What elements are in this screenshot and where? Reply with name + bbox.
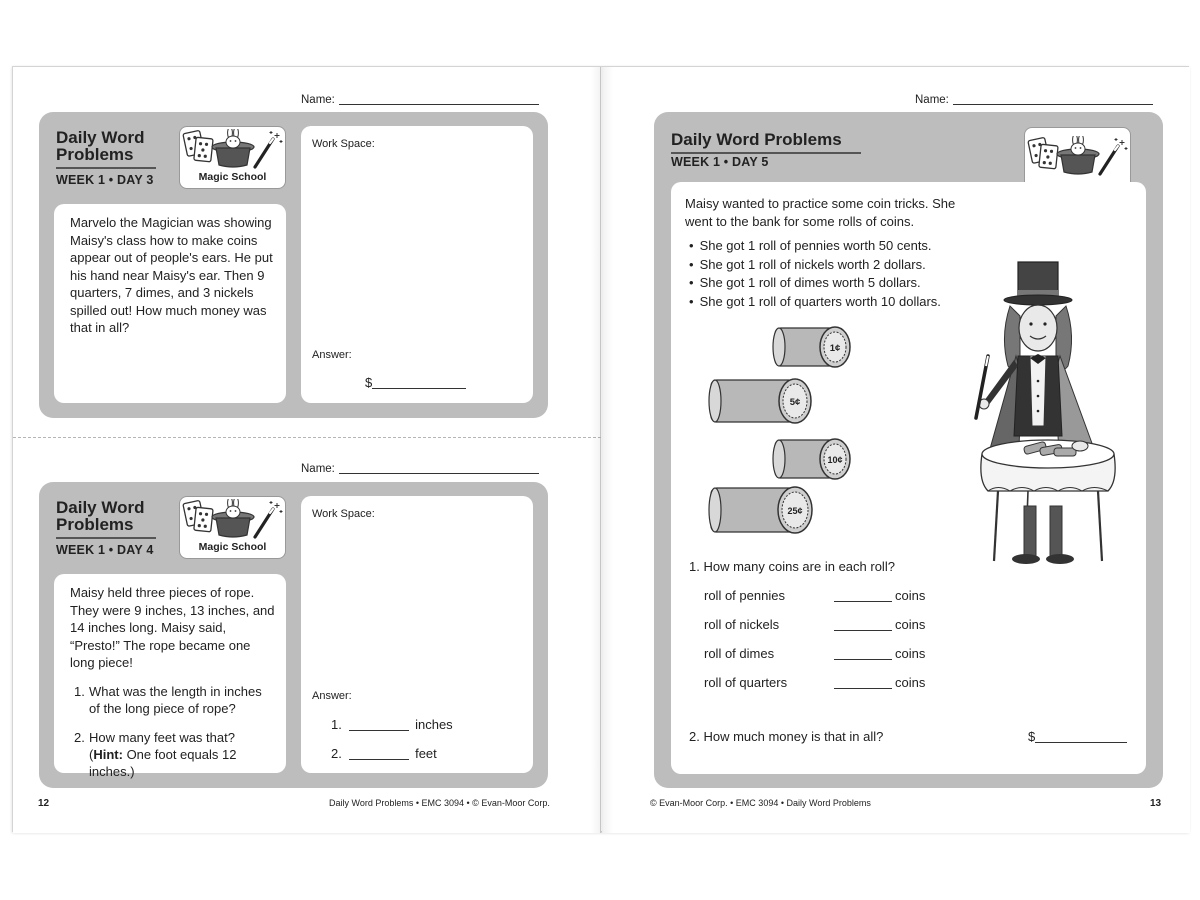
name-label: Name: xyxy=(915,94,949,106)
answer-number: 1. xyxy=(331,717,342,732)
magic-school-badge xyxy=(179,126,286,189)
name-label: Name: xyxy=(301,463,335,475)
penny-roll xyxy=(773,327,850,367)
bullet-item: • She got 1 roll of dimes worth 5 dollars. xyxy=(689,274,941,293)
name-blank[interactable] xyxy=(339,104,539,105)
day3-answer-blank[interactable] xyxy=(372,388,466,389)
coin-label-nickel: 5¢ xyxy=(789,397,801,408)
name-label: Name: xyxy=(301,94,335,106)
pennies-blank[interactable] xyxy=(834,601,892,602)
hint-label: Hint: xyxy=(93,747,123,762)
name-field-day5 xyxy=(915,94,1153,106)
day3-week-day: WEEK 1 • DAY 3 xyxy=(56,173,154,187)
day4-question-1 xyxy=(74,683,274,717)
cut-line xyxy=(13,437,601,438)
day3-card xyxy=(39,112,548,418)
day5-week-day: WEEK 1 • DAY 5 xyxy=(671,155,769,169)
coin-row-label: roll of nickels xyxy=(704,617,780,632)
day3-story-box xyxy=(54,204,286,403)
bullet-item: • She got 1 roll of pennies worth 50 cents. xyxy=(689,237,941,256)
coin-row-pennies xyxy=(704,588,934,603)
coin-row-unit: coins xyxy=(895,617,926,632)
day5-title: Daily Word Problems xyxy=(671,130,842,149)
q1-number: 1. xyxy=(74,684,85,699)
title-line-1: Daily Word xyxy=(56,128,145,147)
coin-row-label: roll of dimes xyxy=(704,646,775,661)
day4-story-box xyxy=(54,574,286,779)
day5-total-blank[interactable] xyxy=(1035,742,1127,743)
answer-label: Answer: xyxy=(312,690,352,702)
dollar-sign: $ xyxy=(1028,729,1036,744)
day5-question-1: 1. How many coins are in each roll? xyxy=(689,559,895,574)
q2-text: How many feet was that? xyxy=(89,730,235,745)
right-page xyxy=(602,67,1190,833)
title-line-2: Problems xyxy=(56,145,134,164)
quarters-blank[interactable] xyxy=(834,688,892,689)
answer-number: 2. xyxy=(331,746,342,761)
right-page-number: 13 xyxy=(1150,798,1162,809)
q2-number: 2. xyxy=(74,730,85,745)
name-field-day3 xyxy=(301,94,539,106)
dimes-blank[interactable] xyxy=(834,659,892,660)
day4-answer-2 xyxy=(331,745,437,762)
dollar-sign: $ xyxy=(365,375,373,390)
day3-story: Marvelo the Magician was showing Maisy's class how to make coins appear out of people's ears. He put his hand near Maisy's ear. Then 9 quarters, 7 dimes, and 3 nickels spilled out! How much money was that in all? xyxy=(70,215,273,335)
work-space-label: Work Space: xyxy=(312,138,375,150)
day4-week-day: WEEK 1 • DAY 4 xyxy=(56,543,154,557)
name-field-day4 xyxy=(301,463,539,475)
coin-row-label: roll of pennies xyxy=(704,588,785,603)
day5-answer-field xyxy=(1028,728,1127,745)
magic-school-badge xyxy=(179,496,286,559)
work-space-label: Work Space: xyxy=(312,508,375,520)
day5-intro: Maisy wanted to practice some coin tricks. She went to the bank for some rolls of coins. xyxy=(685,196,956,229)
coin-label-dime: 10¢ xyxy=(827,455,843,465)
answer-2-blank[interactable] xyxy=(349,759,409,760)
magic-hat-icon xyxy=(1026,136,1130,178)
quarter-roll xyxy=(709,487,812,533)
name-blank[interactable] xyxy=(339,473,539,474)
magic-hat-icon xyxy=(181,499,285,541)
coin-row-nickels xyxy=(704,617,934,632)
bullet-item: • She got 1 roll of quarters worth 10 dollars. xyxy=(689,293,941,312)
title-underline xyxy=(56,537,156,539)
day3-work-box xyxy=(301,126,533,403)
day3-answer-field xyxy=(365,374,466,391)
coin-row-unit: coins xyxy=(895,675,926,690)
coin-row-unit: coins xyxy=(895,588,926,603)
day4-question-2 xyxy=(74,729,279,780)
coin-label-penny: 1¢ xyxy=(829,343,841,354)
coin-row-unit: coins xyxy=(895,646,926,661)
day4-story: Maisy held three pieces of rope. They were 9 inches, 13 inches, and 14 inches long. Maisy said, “Presto!” The rope became one long piece! xyxy=(70,585,275,670)
hint-paren: ( xyxy=(89,747,94,762)
title-line-1: Daily Word xyxy=(56,498,145,517)
hint-text: One foot equals 12 inches.) xyxy=(89,747,237,779)
day4-work-box xyxy=(301,496,533,773)
answer-2-unit: feet xyxy=(415,746,437,761)
coin-label-quarter: 25¢ xyxy=(787,506,803,516)
day5-question-2: 2. How much money is that in all? xyxy=(689,729,884,744)
badge-label: Magic School xyxy=(198,541,267,553)
right-footer: © Evan-Moor Corp. • EMC 3094 • Daily Word Problems xyxy=(650,798,871,808)
coin-row-dimes xyxy=(704,646,934,661)
coin-row-label: roll of quarters xyxy=(704,675,788,690)
left-footer: Daily Word Problems • EMC 3094 • © Evan-Moor Corp. xyxy=(329,798,550,808)
left-page xyxy=(13,67,601,833)
nickels-blank[interactable] xyxy=(834,630,892,631)
hint xyxy=(89,746,279,780)
title-line-2: Problems xyxy=(56,515,134,534)
day5-content-box xyxy=(671,182,1146,774)
day4-answer-1 xyxy=(331,716,453,733)
day5-bullet-list xyxy=(689,237,941,311)
title-underline xyxy=(56,167,156,169)
workbook-spread xyxy=(12,66,1189,832)
dime-roll xyxy=(773,439,850,479)
magic-hat-icon xyxy=(181,129,285,171)
day4-title xyxy=(56,499,144,533)
name-blank[interactable] xyxy=(953,104,1153,105)
answer-label: Answer: xyxy=(312,349,352,361)
bullet-item: • She got 1 roll of nickels worth 2 dollars. xyxy=(689,256,941,275)
title-underline xyxy=(671,152,861,154)
answer-1-blank[interactable] xyxy=(349,730,409,731)
answer-1-unit: inches xyxy=(415,717,453,732)
magician-girl-illustration xyxy=(958,256,1128,571)
coin-rolls-illustration xyxy=(701,322,851,552)
badge-label: Magic School xyxy=(198,171,267,183)
q1-text: What was the length in inches of the long piece of rope? xyxy=(89,684,262,716)
nickel-roll xyxy=(709,379,811,423)
coin-row-quarters xyxy=(704,675,934,690)
day5-card xyxy=(654,112,1163,788)
left-page-number: 12 xyxy=(38,798,50,809)
day3-title xyxy=(56,129,144,163)
day4-card xyxy=(39,482,548,788)
